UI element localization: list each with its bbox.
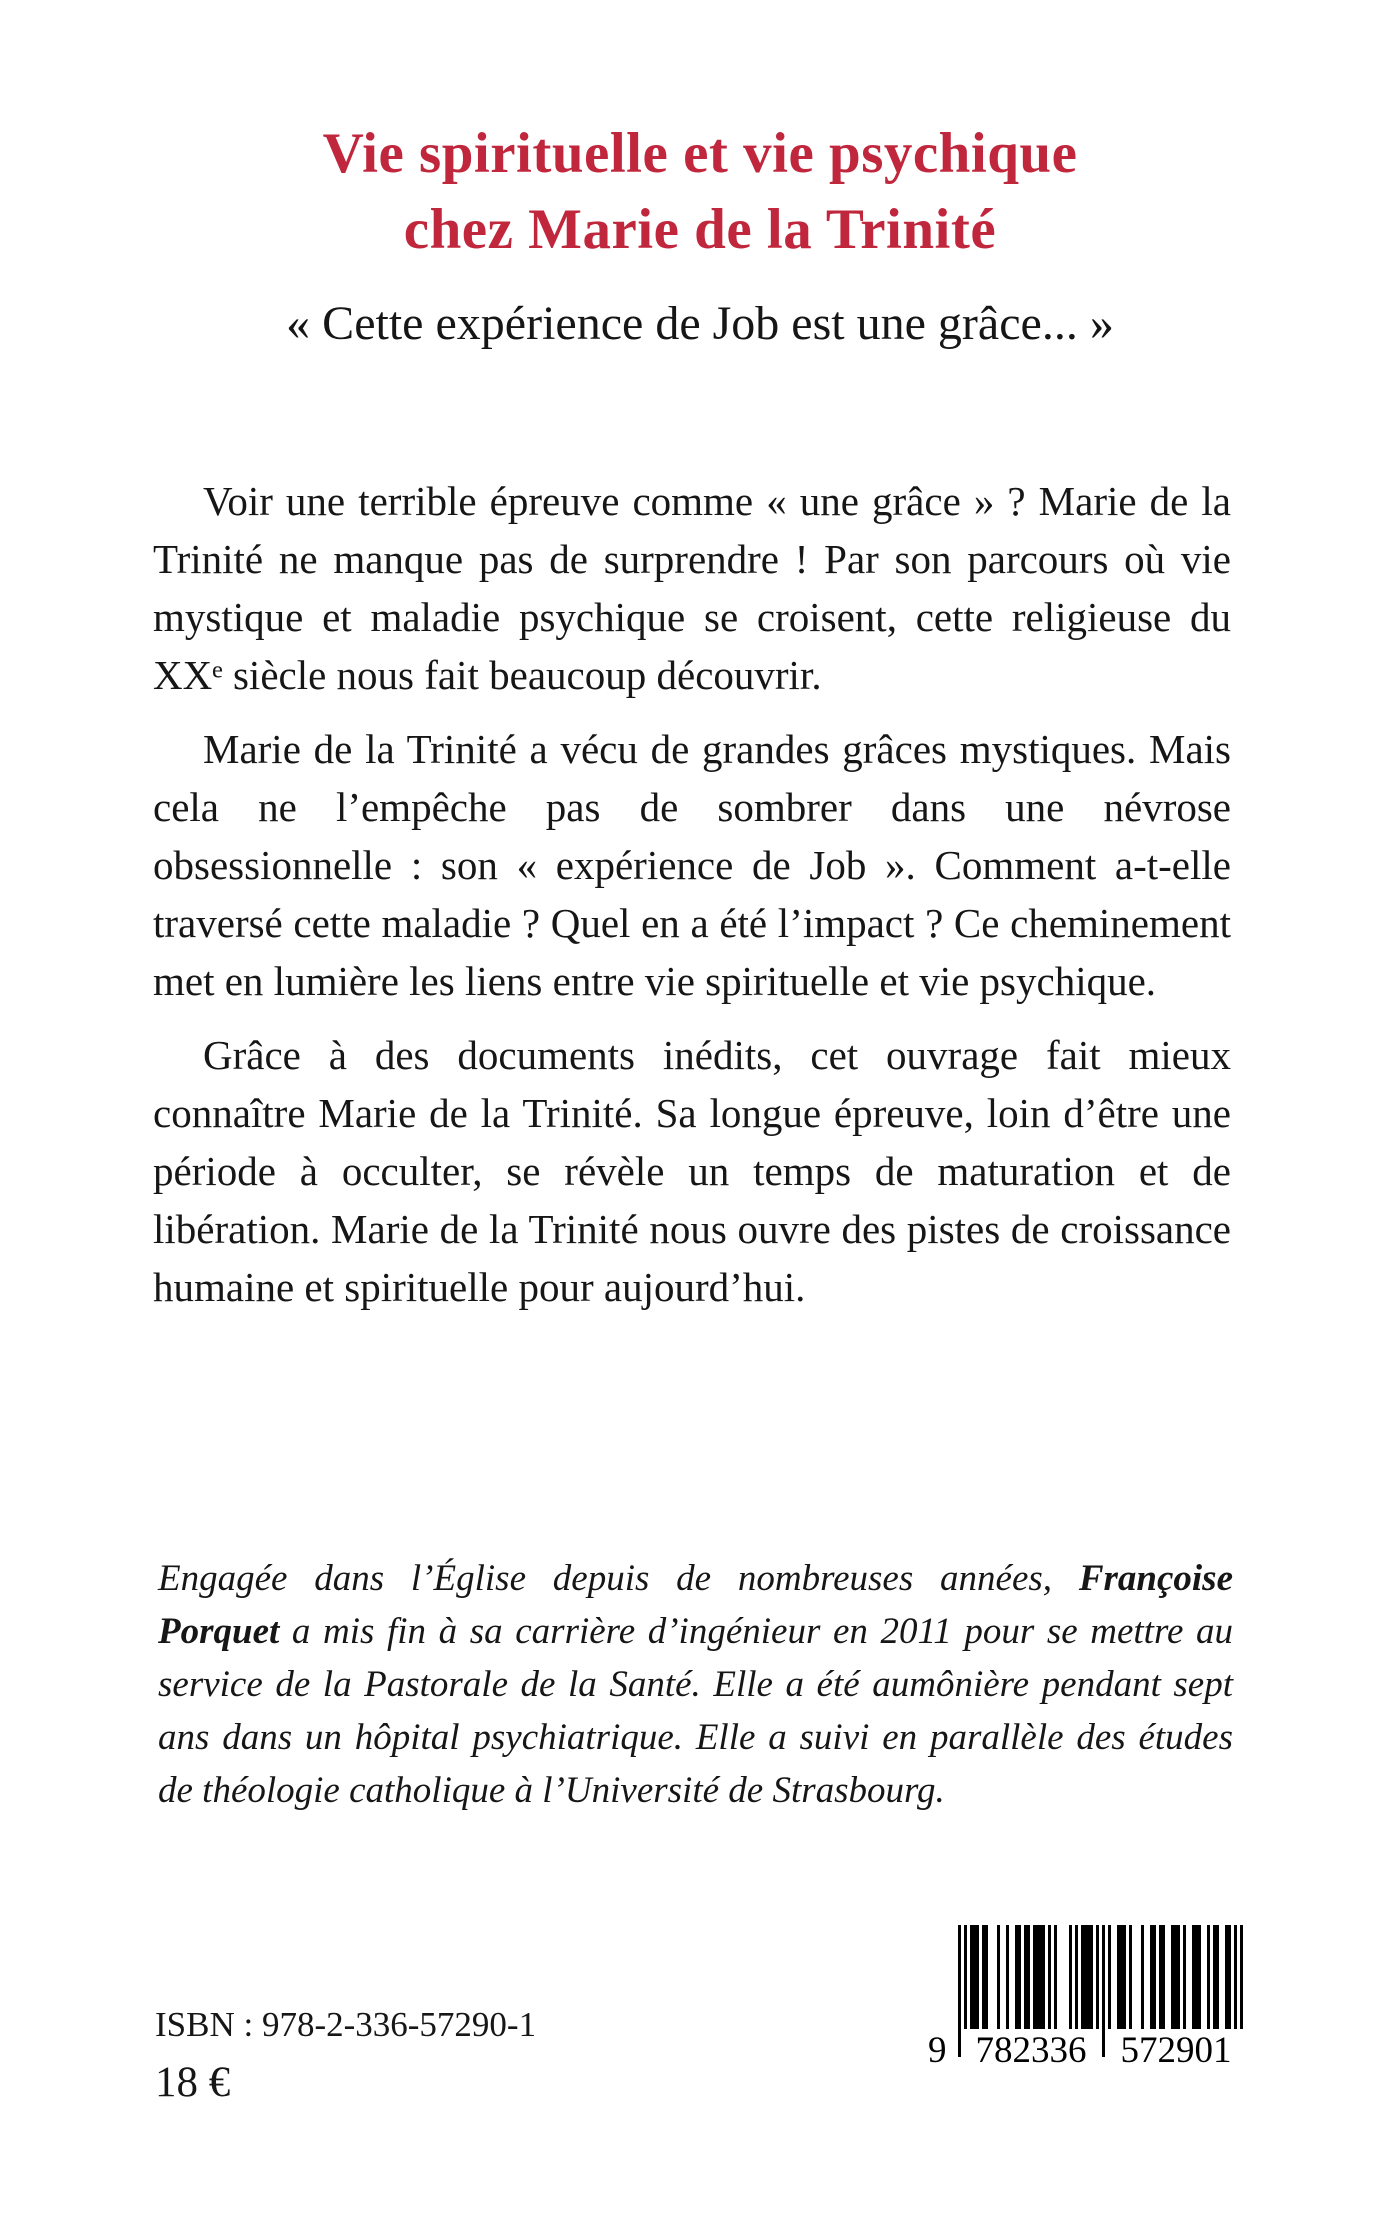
- book-title-line-2: chez Marie de la Trinité: [403, 198, 997, 262]
- book-subtitle: « Cette expérience de Job est une grâce... »: [286, 297, 1114, 350]
- book-title-line-1: Vie spirituelle et vie psychique: [322, 122, 1078, 185]
- author-bio: [158, 1552, 1233, 1817]
- body-paragraph-3: Grâce à des documents inédits, cet ouvrage fait mieux connaître Marie de la Trinité. Sa longue épreuve, loin d’être une période à occulter, se révèle un temps de maturation et de libération. Marie de la Trinité nous ouvre des pistes de croissance humaine et spirituelle pour aujourd’hui.: [153, 1032, 1231, 1310]
- author-bio-suffix: a mis fin à sa carrière d’ingénieur en 2011 pour se mettre au service de la Pastorale de la Santé. Elle a été aumônière pendant sept ans dans un hôpital psychiatrique. Elle a suivi en parallèle des études de théologie catholique à l’Université de Strasbourg.: [158, 1611, 1233, 1811]
- book-title: [0, 116, 1400, 269]
- body-paragraph-2: Marie de la Trinité a vécu de grandes grâces mystiques. Mais cela ne l’empêche pas de sombrer dans une névrose obsessionnelle : son « expérience de Job ». Comment a-t-elle traversé cette maladie ? Quel en a été l’impact ? Ce cheminement met en lumière les liens entre vie spirituelle et vie psychique.: [153, 726, 1231, 1004]
- body-paragraph-1: Voir une terrible épreuve comme « une grâce » ? Marie de la Trinité ne manque pas de surprendre ! Par son parcours où vie mystique et maladie psychique se croisent, cette religieuse du XXᵉ siècle nous fait beaucoup découvrir.: [153, 478, 1231, 698]
- barcode: [928, 1925, 1250, 2085]
- isbn-text: ISBN : 978-2-336-57290-1: [155, 2005, 537, 2044]
- barcode-digit-group-2: 572901: [1106, 2029, 1246, 2072]
- author-name: Françoise Porquet: [158, 1558, 1233, 1652]
- barcode-digit-group-1: 782336: [962, 2029, 1100, 2072]
- barcode-digits: [928, 2029, 1250, 2072]
- back-cover-text: [153, 472, 1231, 1332]
- price-text: 18 €: [155, 2059, 231, 2106]
- author-bio-prefix: Engagée dans l’Église depuis de nombreuses années,: [158, 1558, 1079, 1599]
- barcode-digit-first: 9: [928, 2029, 958, 2072]
